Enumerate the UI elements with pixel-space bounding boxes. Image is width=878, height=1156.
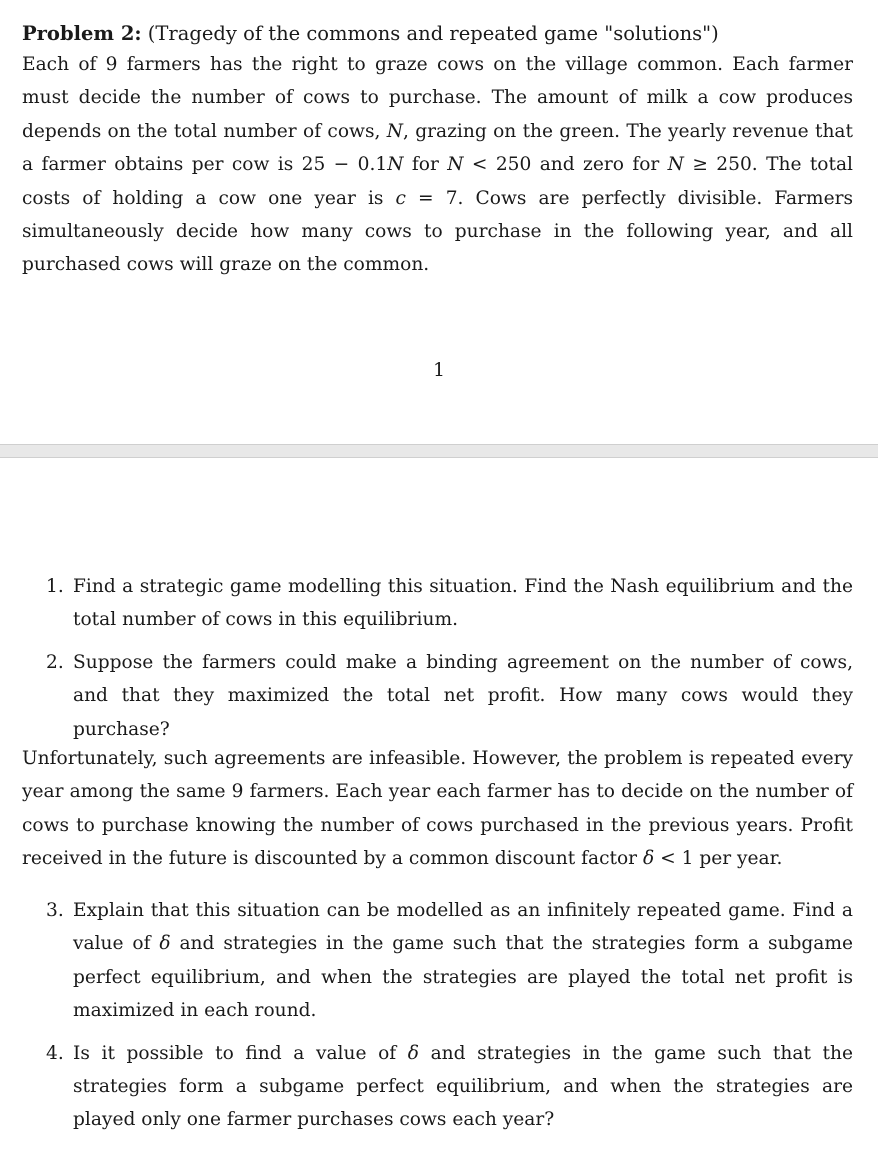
repeated-game-paragraph: Unfortunately, such agreements are infeasible. However, the problem is repeated every year among the same 9 farmers. Each year each farmer has to decide on the number of cows to purchase knowing the number of cows purchased in the previous years. Profit received in the future is discounted by a common discount factor δ < 1 per year. — [22, 748, 853, 870]
question-1: 1. Find a strategic game modelling this situation. Find the Nash equilibrium and the total number of cows in this equilibrium. — [46, 576, 853, 631]
question-list-b — [0, 894, 853, 1137]
question-4: 4. Is it possible to find a value of δ and strategies in the game such that the strategies form a subgame perfect equilibrium, and when the strategies are played only one farmer purchases cows each year? — [46, 1042, 853, 1131]
problem-heading: Problem 2: (Tragedy of the commons and repeated game "solutions") — [22, 22, 719, 45]
question-3: 3. Explain that this situation can be modelled as an infinitely repeated game. Find a value of δ and strategies in the game such that the strategies form a subgame perfect equilibrium, and when the strategies are played the total net profit is maximized in each round. — [46, 900, 853, 1022]
page-number: 1 — [433, 360, 445, 381]
problem-label: Problem 2 — [22, 22, 135, 45]
page-separator — [0, 444, 878, 458]
problem-title: (Tragedy of the commons and repeated game "solutions") — [147, 22, 719, 45]
intro-paragraph: Each of 9 farmers has the right to graze cows on the village common. Each farmer must decide the number of cows to purchase. The amount of milk a cow produces depends on the total number of cows, N, grazing on the green. The yearly revenue that a farmer obtains per cow is 25 − 0.1N for N < 250 and zero for N ≥ 250. The total costs of holding a cow one year is c = 7. Cows are perfectly divisible. Farmers simultaneously decide how many cows to purchase in the following year, and all purchased cows will graze on the common. — [22, 54, 853, 276]
question-list-a — [0, 570, 853, 746]
question-2: 2. Suppose the farmers could make a binding agreement on the number of cows, and that they maximized the total net profit. How many cows would they purchase? — [46, 651, 853, 740]
page-2 — [0, 458, 878, 1156]
page-1 — [0, 0, 878, 444]
